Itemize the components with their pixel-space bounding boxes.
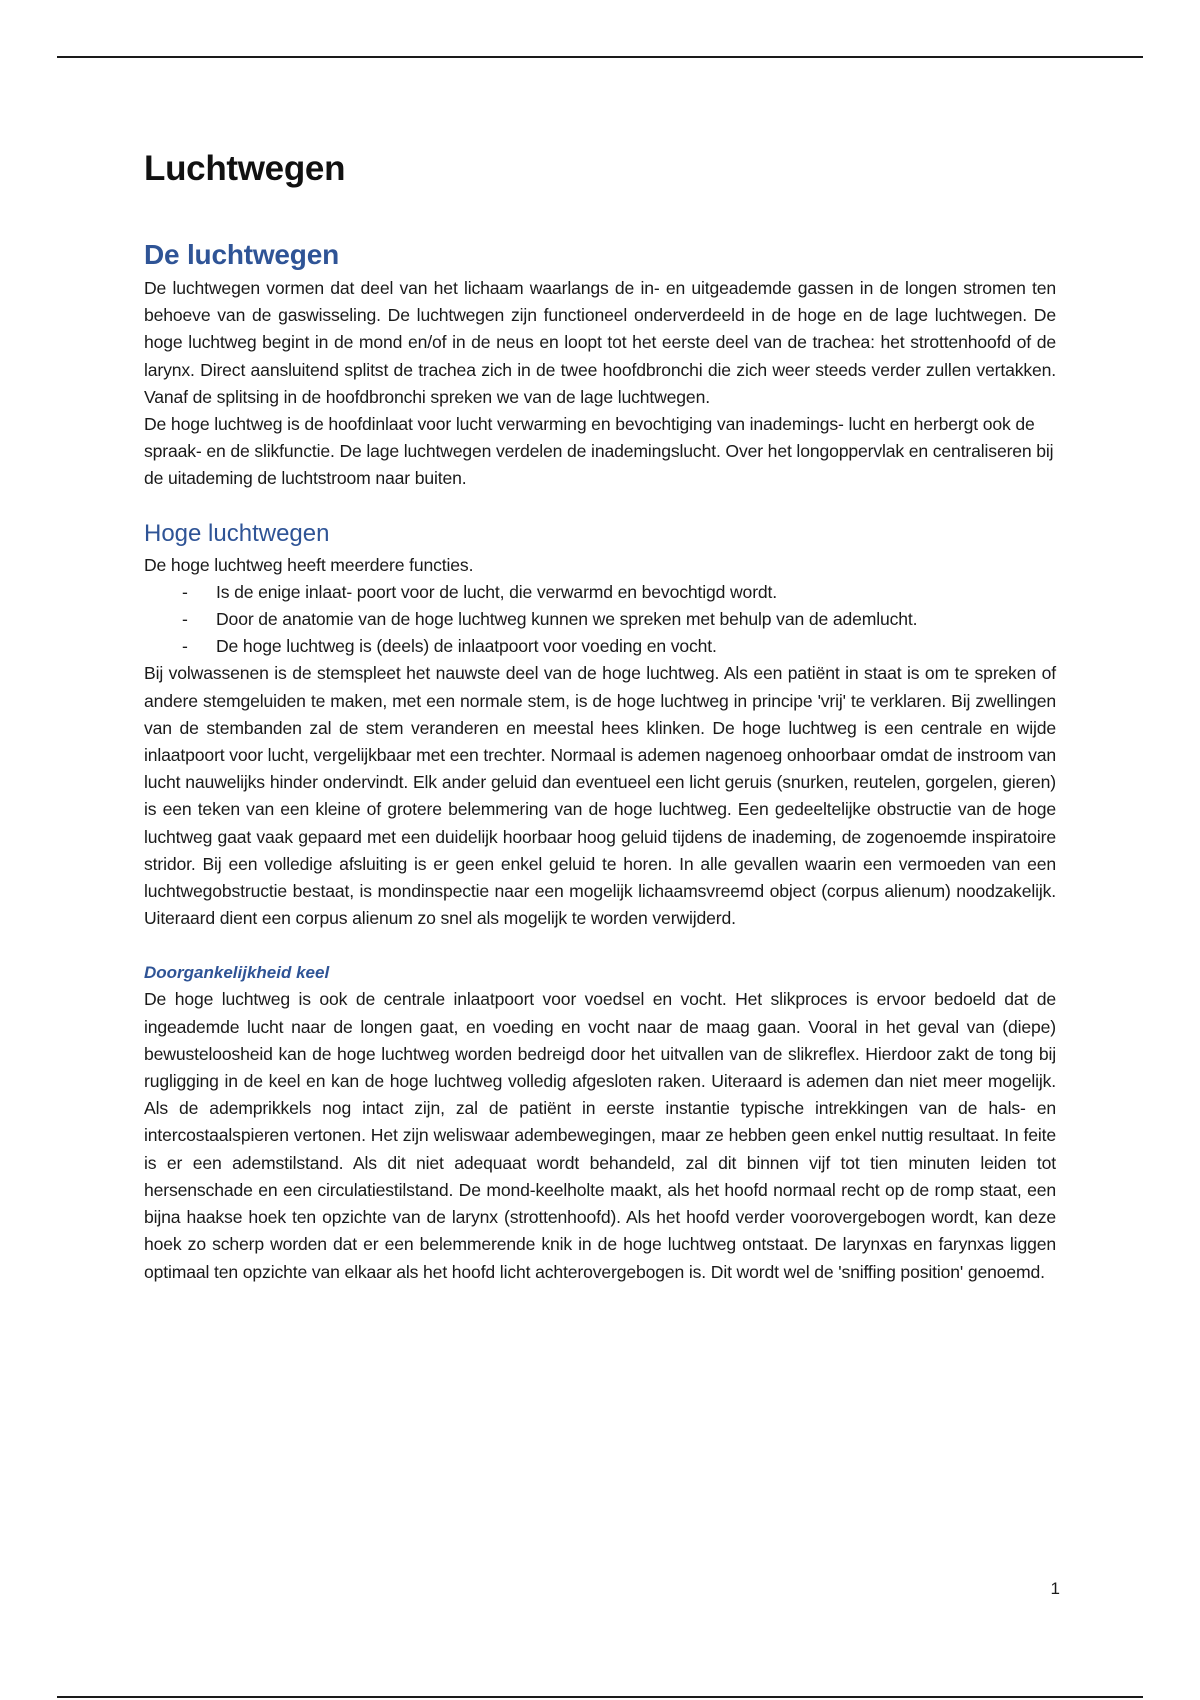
body-paragraph: Bij volwassenen is de stemspleet het nauwste deel van de hoge luchtweg. Als een patiënt in staat is om te spreken of andere stemgeluiden te maken, met een normale stem, is de hoge luchtweg in principe 'vrij' te verklaren. Bij zwellingen van de stembanden zal de stem veranderen en meestal hees klinken. De hoge luchtweg is een centrale en wijde inlaatpoort voor lucht, vergelijkbaar met een trechter. Normaal is ademen nagenoeg onhoorbaar omdat de instroom van lucht nauwelijks hinder ondervindt. Elk ander geluid dan eventueel een licht geruis (snurken, reutelen, gorgelen, gieren) is een teken van een kleine of grotere belemmering van de hoge luchtweg. Een gedeeltelijke obstructie van de hoge luchtweg gaat vaak gepaard met een duidelijk hoorbaar hoog geluid tijdens de inademing, de zogenoemde inspiratoire stridor. Bij een volledige afsluiting is er geen enkel geluid te horen. In alle gevallen waarin een vermoeden van een luchtwegobstructie bestaat, is mondinspectie naar een mogelijk lichaamsvreemd object (corpus alienum) noodzakelijk. Uiteraard dient een corpus alienum zo snel als mogelijk te worden verwijderd. (144, 663, 1056, 929)
intro-paragraph: De hoge luchtweg heeft meerdere functies. (144, 554, 474, 575)
header-rule (57, 56, 1143, 58)
list-item (144, 633, 1056, 660)
document-title: Luchtwegen (144, 149, 346, 188)
section-hoge-luchtwegen (144, 518, 1056, 933)
page-number: 1 (1050, 1579, 1060, 1598)
list-item-text: De hoge luchtweg is (deels) de inlaatpoort voor voeding en vocht. (216, 636, 717, 657)
section-heading: De luchtwegen (144, 239, 339, 270)
section-de-luchtwegen (144, 237, 1056, 493)
body-paragraph: De hoge luchtweg is ook de centrale inlaatpoort voor voedsel en vocht. Het slikproces is ervoor bedoeld dat de ingeademde lucht naar de longen gaat, en voeding en vocht naar de maag gaan. Vooral in het geval van (diepe) bewusteloosheid kan de hoge luchtweg worden bedreigd door het uitvallen van de slikreflex. Hierdoor zakt de tong bij rugligging in de keel en kan de hoge luchtweg volledig afgesloten raken. Uiteraard is ademen dan niet meer mogelijk. Als de ademprikkels nog intact zijn, zal de patiënt in eerste instantie typische intrekkingen van de hals- en intercostaalspieren vertonen. Het zijn weliswaar adembewegingen, maar ze hebben geen enkel nuttig resultaat. In feite is er een ademstilstand. Als dit niet adequaat wordt behandeld, zal dit binnen vijf tot tien minuten leiden tot hersenschade en een circulatiestilstand. De mond-keelholte maakt, als het hoofd normaal recht op de romp staat, een bijna haakse hoek ten opzichte van de larynx (strottenhoofd). Als het hoofd verder voorovergebogen wordt, kan deze hoek zo scherp worden dat er een belemmerende knik in de hoge luchtweg ontstaat. De larynxas en farynxas liggen optimaal ten opzichte van elkaar als het hoofd licht achterovergebogen is. Dit wordt wel de 'sniffing position' genoemd. (144, 989, 1056, 1282)
page-content (144, 145, 1056, 1286)
bullet-marker: - (182, 636, 188, 657)
bullet-marker: - (182, 609, 188, 630)
bullet-marker: - (182, 581, 188, 602)
list-item-text: Door de anatomie van de hoge luchtweg kunnen we spreken met behulp van de ademlucht. (216, 609, 918, 630)
list-item-text: Is de enige inlaat- poort voor de lucht, die verwarmd en bevochtigd wordt. (216, 581, 778, 602)
subsubsection-heading: Doorgankelijkheid keel (144, 963, 330, 983)
section-doorgankelijkheid-keel (144, 960, 1056, 1285)
body-paragraph: De hoge luchtweg is de hoofdinlaat voor lucht verwarming en bevochtiging van inademings- lucht en herbergt ook de spraak- en de slikfunctie. De lage luchtwegen verdelen de inademingslucht. Over het longoppervlak en centraliseren bij de uitademing de luchtstroom naar buiten. (144, 414, 1054, 489)
footer-rule (57, 1696, 1143, 1698)
body-paragraph: De luchtwegen vormen dat deel van het lichaam waarlangs de in- en uitgeademde gassen in de longen stromen ten behoeve van de gaswisseling. De luchtwegen zijn functioneel onderverdeeld in de hoge en de lage luchtwegen. De hoge luchtweg begint in de mond en/of in de neus en loopt tot het eerste deel van de trachea: het strottenhoofd of de larynx. Direct aansluitend splitst de trachea zich in de twee hoofdbronchi die zich weer steeds verder zullen vertakken. Vanaf de splitsing in de hoofdbronchi spreken we van de lage luchtwegen. (144, 278, 1056, 407)
list-item (144, 579, 1056, 606)
list-item (144, 606, 1056, 633)
function-list (144, 579, 1056, 661)
subsection-heading: Hoge luchtwegen (144, 519, 330, 547)
